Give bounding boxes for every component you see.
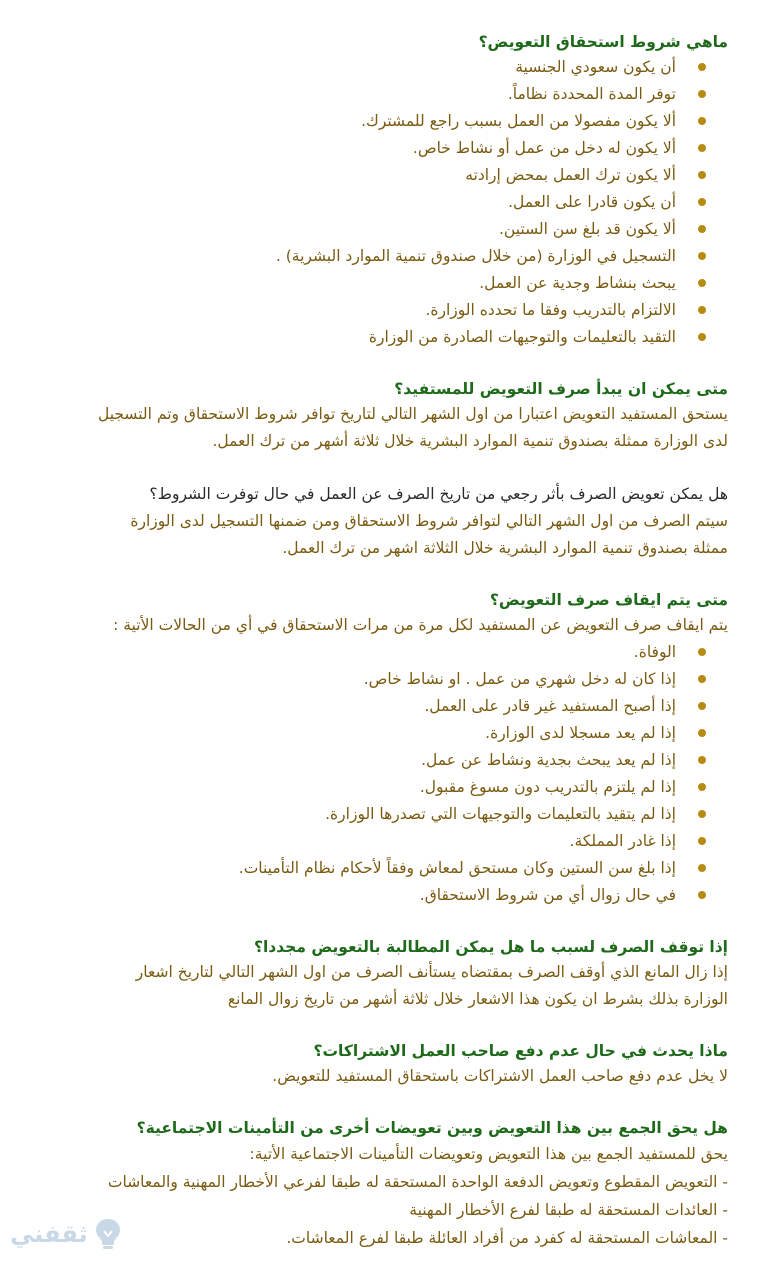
bullet-icon — [698, 252, 706, 260]
list-item: - المعاشات المستحقة له كفرد من أفراد العائلة طبقا لفرع المعاشات. — [286, 1229, 728, 1247]
list-item: التسجيل في الوزارة (من خلال صندوق تنمية الموارد البشرية) . — [28, 243, 706, 270]
document — [28, 30, 728, 1252]
bullet-icon — [698, 306, 706, 314]
bullet-icon — [698, 675, 706, 683]
lightbulb-icon — [94, 1217, 122, 1251]
paragraph-line: سيتم الصرف من اول الشهر التالي لتوافر شروط الاستحقاق ومن ضمنها التسجيل لدى الوزارة — [130, 512, 728, 530]
list-item: إذا كان له دخل شهري من عمل . او نشاط خاص. — [28, 666, 706, 693]
section-question: هل يمكن تعويض الصرف بأثر رجعي من تاريخ الصرف عن العمل في حال توفرت الشروط؟ — [149, 485, 728, 503]
paragraph-line: لا يخل عدم دفع صاحب العمل الاشتراكات باستحقاق المستفيد للتعويض. — [272, 1067, 728, 1085]
section-title: إذا توقف الصرف لسبب ما هل يمكن المطالبة بالتعويض مجددا؟ — [253, 938, 728, 956]
list-item: في حال زوال أي من شروط الاستحقاق. — [28, 882, 706, 909]
list-item: ألا يكون قد بلغ سن الستين. — [28, 216, 706, 243]
bullet-icon — [698, 783, 706, 791]
section-title: متى يتم ايقاف صرف التعويض؟ — [489, 591, 728, 609]
section-intro: يتم ايقاف صرف التعويض عن المستفيد لكل مرة من مرات الاستحقاق في أي من الحالات الأتية : — [113, 616, 728, 634]
bullet-icon — [698, 837, 706, 845]
bullet-icon — [698, 756, 706, 764]
paragraph-line: الوزارة بذلك بشرط ان يكون هذا الاشعار خلال ثلاثة أشهر من تاريخ زوال المانع — [227, 990, 728, 1008]
bullet-icon — [698, 198, 706, 206]
bullet-icon — [698, 333, 706, 341]
bullet-icon — [698, 279, 706, 287]
list-item: الوفاة. — [28, 639, 706, 666]
paragraph-line: ممثلة بصندوق تنمية الموارد البشرية خلال الثلاثة اشهر من ترك العمل. — [282, 539, 728, 557]
paragraph-line: إذا زال المانع الذي أوقف الصرف بمقتضاه يستأنف الصرف من اول الشهر التالي لتاريخ اشعار — [135, 963, 728, 981]
list-item: - التعويض المقطوع وتعويض الدفعة الواحدة المستحقة له طبقا لفرعي الأخطار المهنية والمعاشات — [107, 1173, 728, 1191]
list-item: ألا يكون مفصولا من العمل بسبب راجع للمشترك. — [28, 108, 706, 135]
bullet-icon — [698, 810, 706, 818]
section-title: هل يحق الجمع بين هذا التعويض وبين تعويضات أخرى من التأمينات الاجتماعية؟ — [136, 1119, 728, 1137]
list-item: الالتزام بالتدريب وفقا ما تحدده الوزارة. — [28, 297, 706, 324]
bullet-icon — [698, 702, 706, 710]
bullet-icon — [698, 171, 706, 179]
bullet-icon — [698, 648, 706, 656]
list-item: إذا لم يعد يبحث بجدية ونشاط عن عمل. — [28, 747, 706, 774]
conditions-list — [28, 54, 728, 351]
list-item: أن يكون سعودي الجنسية — [28, 54, 706, 81]
list-item: إذا غادر المملكة. — [28, 828, 706, 855]
bullet-icon — [698, 729, 706, 737]
list-item: إذا لم يلتزم بالتدريب دون مسوغ مقبول. — [28, 774, 706, 801]
list-item: ألا يكون له دخل من عمل أو نشاط خاص. — [28, 135, 706, 162]
section-title: ماهي شروط استحقاق التعويض؟ — [478, 33, 728, 51]
list-item: التقيد بالتعليمات والتوجيهات الصادرة من الوزارة — [28, 324, 706, 351]
bullet-icon — [698, 225, 706, 233]
section-intro: يحق للمستفيد الجمع بين هذا التعويض وتعويضات التأمينات الاجتماعية الأتية: — [249, 1145, 728, 1163]
list-item: إذا بلغ سن الستين وكان مستحق لمعاش وفقاً لأحكام نظام التأمينات. — [28, 855, 706, 882]
bullet-icon — [698, 90, 706, 98]
list-item: يبحث بنشاط وجدية عن العمل. — [28, 270, 706, 297]
section-title: متى يمكن ان يبدأ صرف التعويض للمستفيد؟ — [394, 380, 728, 398]
stop-cases-list — [28, 639, 728, 909]
list-item: إذا أصبح المستفيد غير قادر على العمل. — [28, 693, 706, 720]
paragraph-line: لدى الوزارة ممثلة بصندوق تنمية الموارد البشرية خلال ثلاثة أشهر من ترك العمل. — [212, 432, 728, 450]
bullet-icon — [698, 144, 706, 152]
list-item: إذا لم يتقيد بالتعليمات والتوجيهات التي تصدرها الوزارة. — [28, 801, 706, 828]
list-item: توفر المدة المحددة نظاماً. — [28, 81, 706, 108]
list-item: - العائدات المستحقة له طبقا لفرع الأخطار المهنية — [409, 1201, 728, 1219]
section-title: ماذا يحدث في حال عدم دفع صاحب العمل الاشتراكات؟ — [313, 1042, 728, 1060]
paragraph-line: يستحق المستفيد التعويض اعتبارا من اول الشهر التالي لتاريخ توافر شروط الاستحقاق وتم التسجيل — [98, 405, 728, 423]
bullet-icon — [698, 891, 706, 899]
watermark-text: ثقفني — [10, 1220, 88, 1248]
bullet-icon — [698, 117, 706, 125]
watermark-logo — [10, 1217, 122, 1251]
bullet-icon — [698, 63, 706, 71]
list-item: إذا لم يعد مسجلا لدى الوزارة. — [28, 720, 706, 747]
list-item: أن يكون قادرا على العمل. — [28, 189, 706, 216]
list-item: ألا يكون ترك العمل بمحض إرادته — [28, 162, 706, 189]
bullet-icon — [698, 864, 706, 872]
